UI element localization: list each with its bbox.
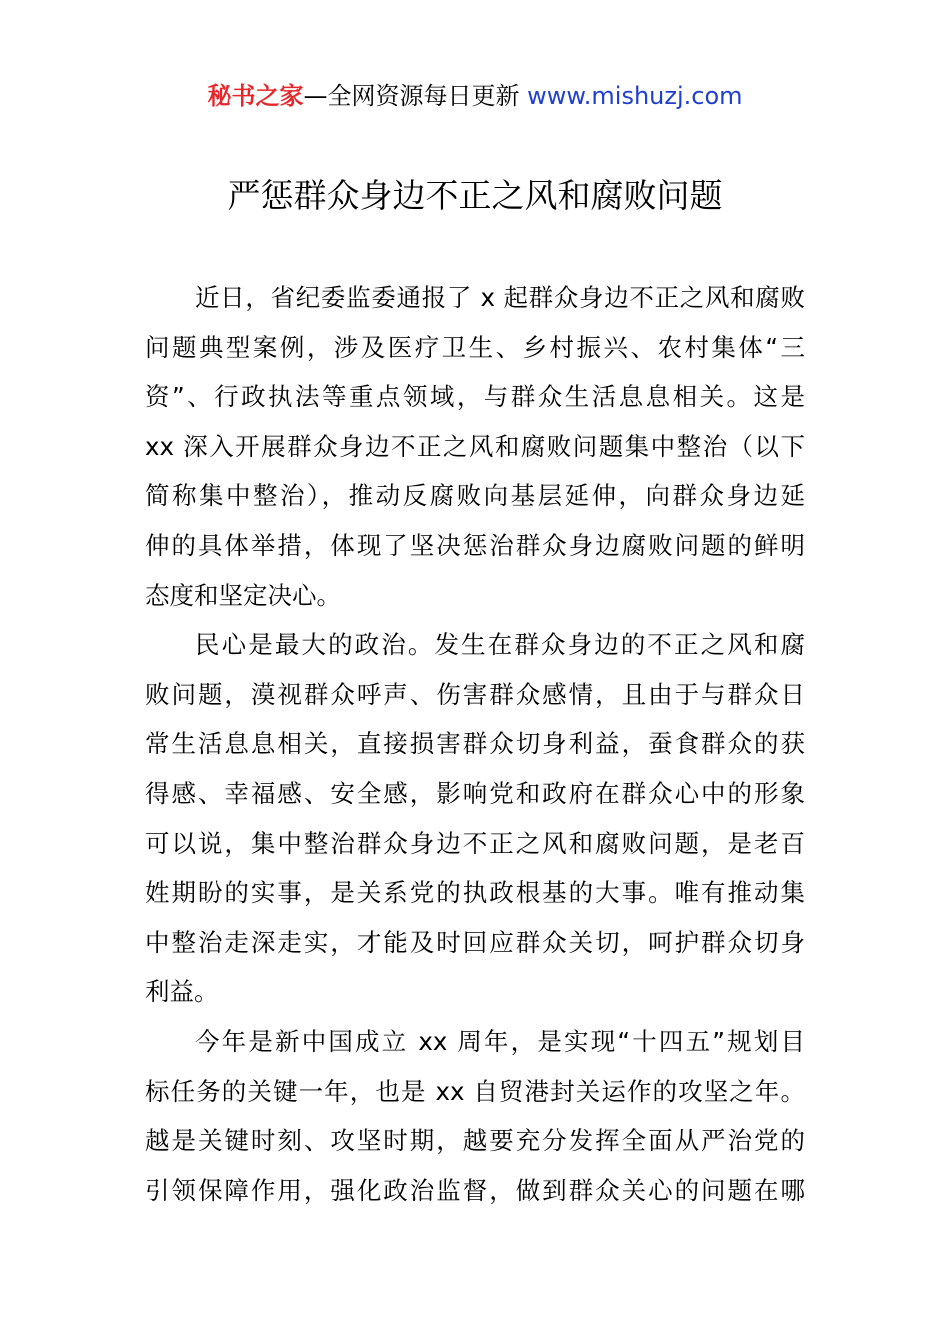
document-title: 严惩群众身边不正之风和腐败问题 xyxy=(227,176,723,215)
text-line: 标任务的关键一年，也是 xx 自贸港封关运作的攻坚之年。 xyxy=(145,1076,805,1106)
site-tagline: —全网资源每日更新 xyxy=(303,82,520,110)
text-line: 可以说，集中整治群众身边不正之风和腐败问题，是老百 xyxy=(145,828,805,858)
paragraph xyxy=(145,273,805,620)
text-line: 民心是最大的政治。发生在群众身边的不正之风和腐 xyxy=(195,630,805,660)
text-line: 今年是新中国成立 xx 周年，是实现“十四五”规划目 xyxy=(195,1026,805,1056)
paragraph xyxy=(145,620,805,1017)
text-line: 中整治走深走实，才能及时回应群众关切，呵护群众切身 xyxy=(145,927,805,957)
site-url-link[interactable]: www.mishuzj.com xyxy=(527,82,743,110)
text-line: 常生活息息相关，直接损害群众切身利益，蚕食群众的获 xyxy=(145,729,805,759)
text-line: 近日，省纪委监委通报了 x 起群众身边不正之风和腐败 xyxy=(195,283,805,312)
text-line: 态度和坚定决心。 xyxy=(145,580,341,610)
paragraph xyxy=(145,1017,805,1215)
text-line: 得感、幸福感、安全感，影响党和政府在群众心中的形象 xyxy=(145,778,805,808)
text-line: 问题典型案例，涉及医疗卫生、乡村振兴、农村集体“三 xyxy=(145,332,805,362)
site-header xyxy=(0,80,950,112)
text-line: 越是关键时刻、攻坚时期，越要充分发挥全面从严治党的 xyxy=(145,1126,805,1156)
text-line: 姓期盼的实事，是关系党的执政根基的大事。唯有推动集 xyxy=(145,878,805,908)
text-line: 引领保障作用，强化政治监督，做到群众关心的问题在哪 xyxy=(145,1175,805,1205)
text-line: 简称集中整治），推动反腐败向基层延伸，向群众身边延 xyxy=(145,481,805,511)
text-line: 利益。 xyxy=(145,977,219,1007)
text-line: 伸的具体举措，体现了坚决惩治群众身边腐败问题的鲜明 xyxy=(145,530,805,560)
document-body xyxy=(145,273,805,1215)
site-brand: 秘书之家 xyxy=(207,82,304,110)
text-line: xx 深入开展群众身边不正之风和腐败问题集中整治（以下 xyxy=(145,431,805,461)
text-line: 资”、行政执法等重点领域，与群众生活息息相关。这是 xyxy=(145,382,805,412)
text-line: 败问题，漠视群众呼声、伤害群众感情，且由于与群众日 xyxy=(145,679,805,709)
